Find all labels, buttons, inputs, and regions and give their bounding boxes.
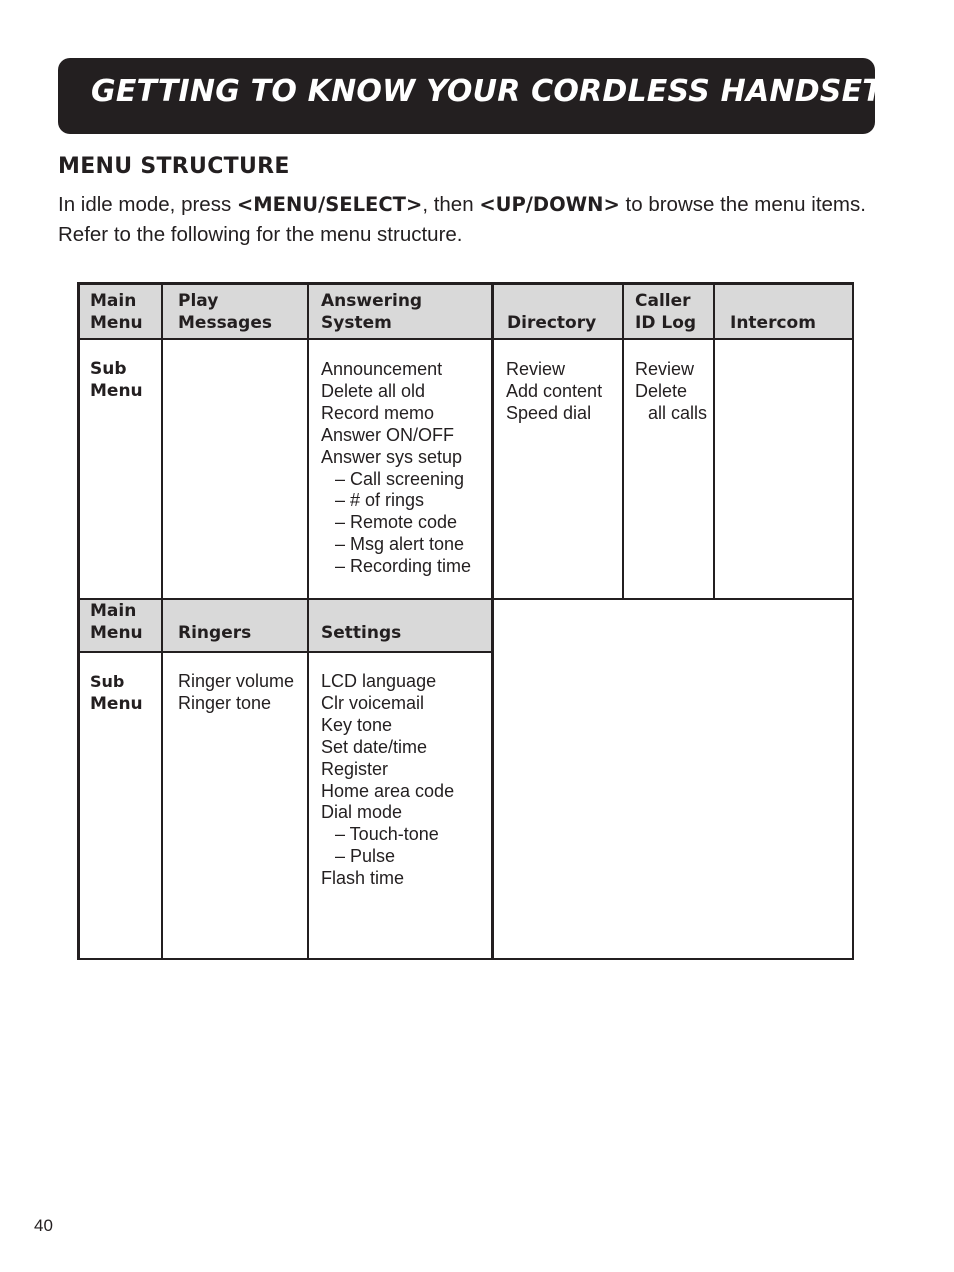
list-item: Review bbox=[635, 359, 695, 379]
header-line: Intercom bbox=[730, 313, 816, 333]
list-item: all calls bbox=[648, 402, 708, 423]
list-item: Home area code bbox=[321, 780, 455, 801]
ringers-items bbox=[178, 671, 294, 715]
sub-label-line: Sub bbox=[90, 672, 125, 691]
list-item: LCD language bbox=[321, 671, 437, 691]
answering-system-items bbox=[321, 359, 471, 578]
sub-label-line: Menu bbox=[90, 381, 143, 401]
list-item: Clr voicemail bbox=[321, 692, 425, 713]
section-title: MENU STRUCTURE bbox=[58, 154, 290, 179]
menu-select-key: <MENU/SELECT> bbox=[236, 193, 423, 216]
row1-sub-menu-label bbox=[90, 358, 143, 402]
col-divider-2 bbox=[307, 282, 309, 960]
settings-items bbox=[321, 671, 454, 890]
header-answering-system bbox=[321, 290, 422, 334]
list-item: Speed dial bbox=[506, 402, 592, 423]
list-item: Announcement bbox=[321, 359, 443, 379]
list-item: – Call screening bbox=[335, 468, 465, 489]
list-item: – Pulse bbox=[335, 846, 396, 867]
table-border-top bbox=[77, 282, 854, 285]
main-label-line: Main bbox=[90, 601, 137, 621]
list-item: Delete bbox=[635, 380, 688, 401]
main-label-line: Menu bbox=[90, 623, 143, 643]
col-divider-4 bbox=[622, 282, 624, 600]
list-item: – # of rings bbox=[335, 490, 425, 511]
list-item: Delete all old bbox=[321, 380, 426, 401]
row2-header-divider bbox=[77, 651, 493, 653]
list-item: Record memo bbox=[321, 402, 435, 423]
up-down-key: <UP/DOWN> bbox=[479, 193, 620, 216]
list-item: Set date/time bbox=[321, 736, 428, 757]
table-border-bottom bbox=[77, 958, 854, 961]
main-label-line: Main bbox=[90, 291, 137, 311]
list-item: Answer sys setup bbox=[321, 446, 463, 467]
list-item: Answer ON/OFF bbox=[321, 424, 455, 445]
list-item: – Msg alert tone bbox=[335, 534, 465, 555]
list-item: Ringer tone bbox=[178, 692, 272, 713]
chapter-title: GETTING TO KNOW YOUR CORDLESS HANDSET bbox=[91, 74, 883, 109]
directory-items bbox=[506, 359, 602, 425]
sub-label-line: Menu bbox=[90, 694, 143, 714]
list-item: Ringer volume bbox=[178, 671, 295, 691]
table-border-left bbox=[77, 282, 80, 960]
list-item: Add content bbox=[506, 380, 603, 401]
header-line bbox=[507, 290, 596, 312]
header-line: Caller bbox=[635, 291, 691, 311]
list-item: Register bbox=[321, 758, 389, 779]
header-settings: Settings bbox=[321, 623, 402, 643]
list-item: Dial mode bbox=[321, 802, 403, 823]
list-item: Review bbox=[506, 359, 566, 379]
page-number: 40 bbox=[34, 1216, 53, 1235]
intro-text-2: , then bbox=[422, 193, 480, 216]
header-line: Answering bbox=[321, 291, 423, 311]
header-caller-id-log bbox=[635, 290, 696, 334]
intro-text-1: In idle mode, press bbox=[58, 193, 237, 216]
row1-main-menu-label bbox=[90, 290, 143, 334]
row-divider bbox=[77, 598, 854, 600]
list-item: Flash time bbox=[321, 868, 405, 889]
list-item: Key tone bbox=[321, 714, 393, 735]
row1-header-divider bbox=[77, 338, 854, 340]
col-divider-1 bbox=[161, 282, 163, 960]
header-line: Play bbox=[178, 291, 219, 311]
list-item: – Touch-tone bbox=[335, 824, 439, 845]
row2-sub-menu-label bbox=[90, 671, 143, 715]
header-line: Messages bbox=[178, 313, 272, 333]
row2-main-menu-label bbox=[90, 600, 143, 644]
list-item: – Recording time bbox=[335, 556, 472, 577]
col-divider-3 bbox=[491, 282, 494, 960]
sub-label-line: Sub bbox=[90, 359, 127, 379]
header-line: ID Log bbox=[635, 313, 697, 333]
main-label-line: Menu bbox=[90, 313, 143, 333]
header-line: Directory bbox=[507, 313, 597, 333]
header-line bbox=[730, 290, 816, 312]
header-directory bbox=[507, 290, 596, 334]
header-ringers: Ringers bbox=[178, 623, 252, 643]
header-line: System bbox=[321, 313, 392, 333]
intro-text-3: to browse the menu items. Refer to the following for the menu structure. bbox=[58, 193, 866, 246]
header-play-messages bbox=[178, 290, 272, 334]
caller-id-log-items bbox=[635, 359, 707, 425]
header-intercom bbox=[730, 290, 816, 334]
col-divider-5 bbox=[713, 282, 715, 600]
table-border-right bbox=[852, 282, 855, 960]
list-item: – Remote code bbox=[335, 512, 458, 533]
